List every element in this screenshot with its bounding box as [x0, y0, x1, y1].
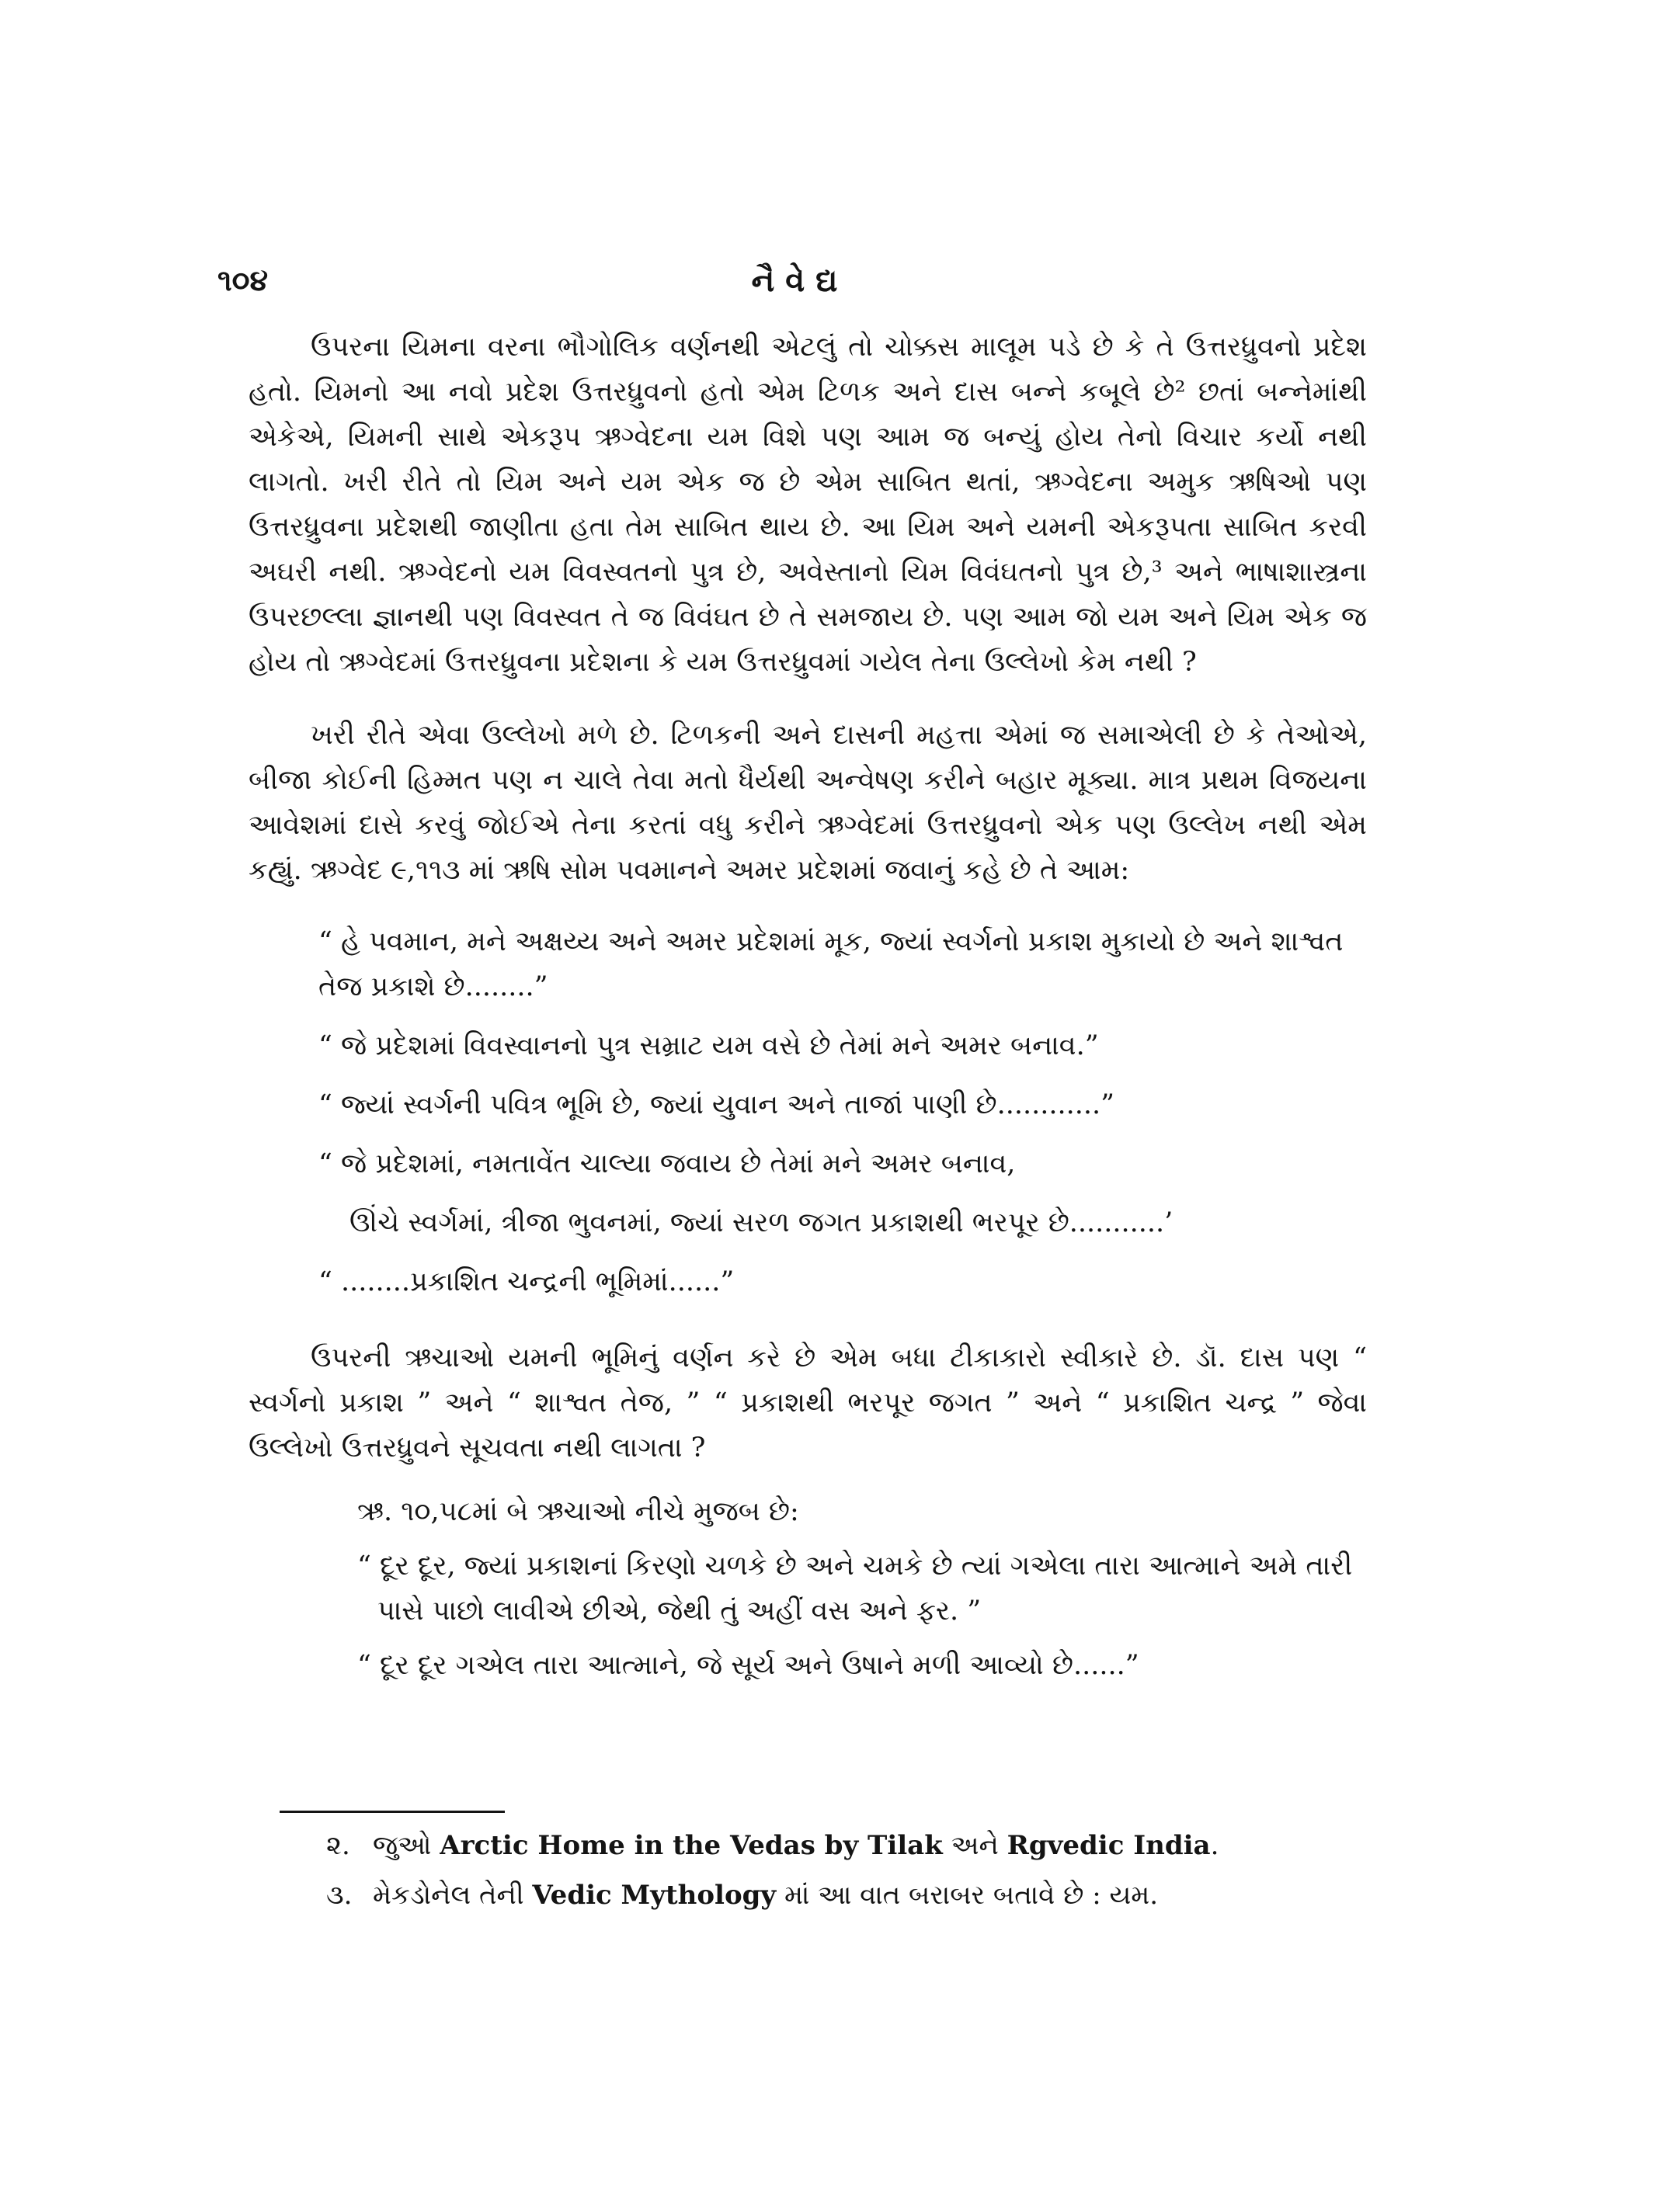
- verse-line: “ જે પ્રદેશમાં, નમતાવેંત ચાલ્યા જવાય છે તેમાં મને અમર બનાવ,: [318, 1148, 1016, 1179]
- verse-line: ઊંચે સ્વર્ગમાં, ત્રીજા ભુવનમાં, જ્યાં સરળ જગત પ્રકાશથી ભરપૂર છે...........’: [349, 1207, 1174, 1238]
- verse-line: “ ........પ્રકાશિત ચન્દ્રની ભૂમિમાં......”: [318, 1266, 735, 1297]
- footnote-text: .: [1210, 1830, 1219, 1861]
- footnote-2: [326, 1821, 1367, 1870]
- footnote-mark: ૨.: [326, 1830, 350, 1861]
- footnotes: [326, 1821, 1367, 1920]
- footnote-text: અને: [942, 1830, 1007, 1861]
- footnote-text: માં આ વાત બરાબર બતાવે છે : યમ.: [776, 1880, 1159, 1911]
- page-body: [249, 325, 1367, 1688]
- rk-verse: “ દૂર દૂર, જ્યાં પ્રકાશનાં કિરણો ચળકે છે અને ચમકે છે ત્યાં ગએલા તારા આત્માને અમે તારી પાસે પાછો લાવીએ છીએ, જેથી તું અહીં વસ અને ફર. ”: [357, 1550, 1353, 1627]
- verse-line: “ જ્યાં સ્વર્ગની પવિત્ર ભૂમિ છે, જ્યાં યુવાન અને તાજાં પાણી છે............”: [318, 1089, 1114, 1120]
- footnote-text: મેકડોનેલ તેની: [373, 1880, 533, 1911]
- verse-line: “ હે પવમાન, મને અક્ષય્ય અને અમર પ્રદેશમાં મૂક, જ્યાં સ્વર્ગનો પ્રકાશ મુકાયો છે અને શાશ્વત તેજ પ્રકાશે છે........”: [318, 926, 1344, 1002]
- footnote-divider: [280, 1811, 505, 1813]
- verse-quotation: [249, 919, 1367, 1304]
- rk-verse: “ દૂર દૂર ગએલ તારા આત્માને, જે સૂર્ય અને ઉષાને મળી આવ્યો છે......”: [357, 1650, 1139, 1681]
- footnote-latin-text: Rgvedic India: [1007, 1830, 1211, 1861]
- paragraph-2: ખરી રીતે એવા ઉલ્લેખો મળે છે. ટિળકની અને દાસની મહત્તા એમાં જ સમાએલી છે કે તેઓએ, બીજા કોઈની હિમ્મત પણ ન ચાલે તેવા મતો ધૈર્યથી અન્વેષણ કરીને બહાર મૂક્યા. માત્ર પ્રથમ વિજયના આવેશમાં દાસે કરવું જોઈએ તેના કરતાં વધુ કરીને ઋગ્વેદમાં ઉત્તરધ્રુવનો એક પણ ઉલ્લેખ નથી એમ કહ્યું. ઋગ્વેદ ૯,૧૧૩ માં ઋષિ સોમ પવમાનને અમર પ્રદેશમાં જવાનું કહે છે તે આમ:: [249, 720, 1367, 886]
- footnote-mark: ૩.: [326, 1880, 353, 1911]
- footnote-3: [326, 1870, 1367, 1920]
- verse-line: “ જે પ્રદેશમાં વિવસ્વાનનો પુત્ર સમ્રાટ યમ વસે છે તેમાં મને અમર બનાવ.”: [318, 1030, 1099, 1061]
- paragraph-1: ઉપરના યિમના વરના ભૌગોલિક વર્ણનથી એટલું તો ચોક્કસ માલૂમ પડે છે કે તે ઉત્તરધ્રુવનો પ્રદેશ હતો. યિમનો આ નવો પ્રદેશ ઉત્તરધ્રુવનો હતો એમ ટિળક અને દાસ બન્ને કબૂલે છે² છતાં બન્નેમાંથી એકેએ, યિમની સાથે એકરૂપ ઋગ્વેદના યમ વિશે પણ આમ જ બન્યું હોય તેનો વિચાર કર્યો નથી લાગતો. ખરી રીતે તો યિમ અને યમ એક જ છે એમ સાબિત થતાં, ઋગ્વેદના અમુક ઋષિઓ પણ ઉત્તરધ્રુવના પ્રદેશથી જાણીતા હતા તેમ સાબિત થાય છે. આ યિમ અને યમની એકરૂપતા સાબિત કરવી અઘરી નથી. ઋગ્વેદનો યમ વિવસ્વતનો પુત્ર છે, અવેસ્તાનો યિમ વિવંઘતનો પુત્ર છે,³ અને ભાષાશાસ્ત્રના ઉપરછલ્લા જ્ઞાનથી પણ વિવસ્વત તે જ વિવંઘત છે તે સમજાય છે. પણ આમ જો યમ અને યિમ એક જ હોય તો ઋગ્વેદમાં ઉત્તરધ્રુવના પ્રદેશના કે યમ ઉત્તરધ્રુવમાં ગયેલ તેના ઉલ્લેખો કેમ નથી ?: [249, 332, 1367, 678]
- footnote-text: જુઓ: [373, 1830, 440, 1861]
- paragraph-3: ઉપરની ઋચાઓ યમની ભૂમિનું વર્ણન કરે છે એમ બધા ટીકાકારો સ્વીકારે છે. ડૉ. દાસ પણ “ સ્વર્ગનો પ્રકાશ ” અને “ શાશ્વત તેજ, ” “ પ્રકાશથી ભરપૂર જગત ” અને “ પ્રકાશિત ચન્દ્ર ” જેવા ઉલ્લેખો ઉત્તરધ્રુવને સૂચવતા નથી લાગતા ?: [249, 1342, 1367, 1464]
- page-header: [217, 262, 1382, 309]
- footnote-latin-text: Vedic Mythology: [532, 1880, 777, 1911]
- rk-reference: ઋ. ૧૦,૫૮માં બે ઋચાઓ નીચે મુજબ છે:: [357, 1496, 799, 1527]
- running-title: નૈવેદ્ય: [751, 262, 849, 299]
- footnote-latin-text: Arctic Home in the Vedas by Tilak: [440, 1830, 943, 1861]
- page-number: ૧૦૪: [217, 262, 269, 297]
